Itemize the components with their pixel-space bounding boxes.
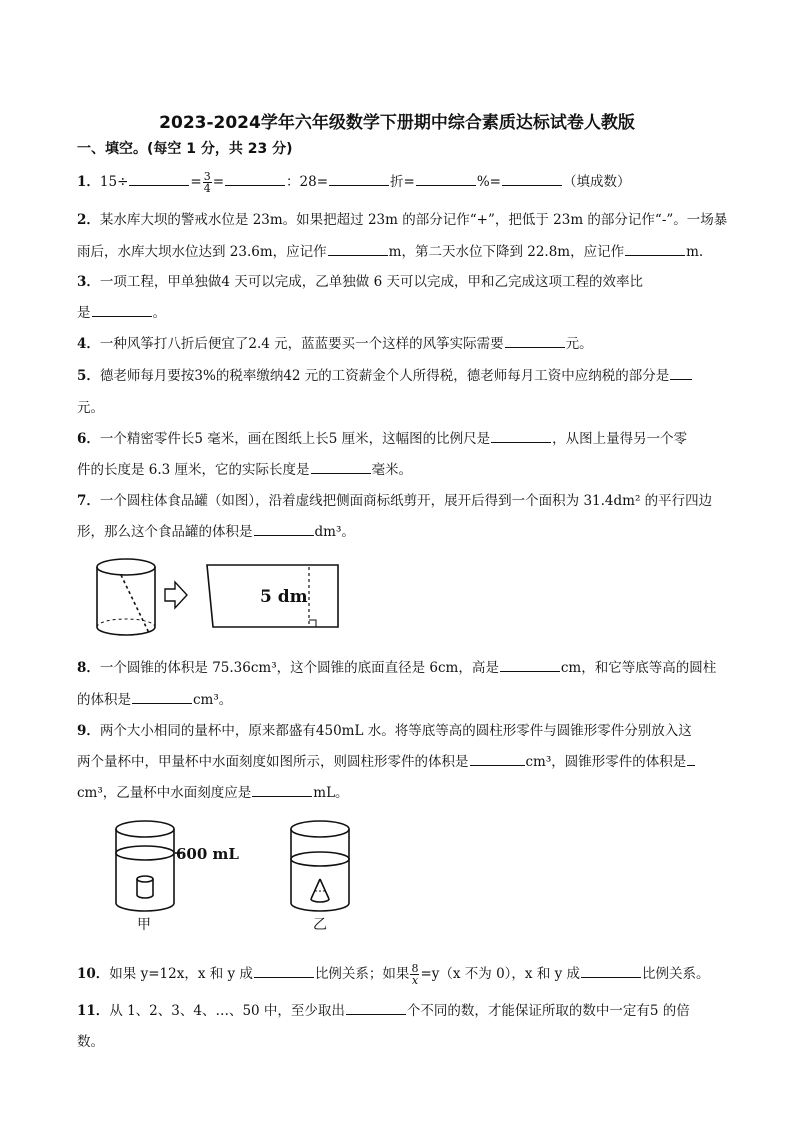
question-9-line-2: 两个量杯中，甲量杯中水面刻度如图所示，则圆柱形零件的体积是 cm³，圆锥形零件的体积是 [77, 750, 722, 770]
question-11-line-1: 11．从 1、2、3、4、…、50 中，至少取出 个不同的数，才能保证所取的数中一定有5 的倍 [77, 999, 722, 1019]
cup-jia [116, 821, 182, 911]
answer-blank[interactable] [132, 689, 192, 704]
answer-blank[interactable] [252, 782, 312, 797]
answer-blank[interactable] [311, 459, 371, 474]
cup-label-jia: 甲 [137, 917, 151, 933]
answer-blank[interactable] [625, 241, 685, 256]
answer-blank[interactable] [329, 171, 389, 186]
question-11-line-2: 数。 [77, 1034, 104, 1050]
cup-yi [291, 821, 349, 911]
question-9-line-1: 9．两个大小相同的量杯中，原来都盛有450mL 水。将等底等高的圆柱形零件与圆锥形零件分别放入这 [77, 723, 692, 739]
question-7-line-1: 7．一个圆柱体食品罐（如图），沿着虚线把侧面商标纸剪开，展开后得到一个面积为 31.4dm² 的平行四边 [77, 493, 713, 509]
question-number: 8． [77, 660, 100, 676]
answer-blank[interactable] [328, 241, 388, 256]
question-7-line-2: 形，那么这个食品罐的体积是 dm³。 [77, 520, 722, 540]
question-10: 10．如果 y=12x，x 和 y 成 比例关系；如果 $\frac{8}{x}$ =y（x 不为 0），x 和 y 成 比例关系。 [77, 962, 710, 987]
question-5-line-1: 5．德老师每月要按3%的税率缴纳42 元的工资薪金个人所得税，德老师每月工资中应纳税的部分是 [77, 364, 722, 384]
answer-blank[interactable] [254, 521, 314, 536]
question-number: 6． [77, 431, 100, 447]
question-number: 4． [77, 336, 100, 352]
question-2-line-1: 2．某水库大坝的警戒水位是 23m。如果把超过 23m 的部分记作“+”，把低于 23m 的部分记作“-”。一场暴 [77, 212, 728, 228]
question-number: 9． [77, 723, 100, 739]
q1-text: 15÷ [99, 174, 129, 190]
figure-label: 5 dm [260, 587, 308, 607]
question-number: 3． [77, 274, 100, 290]
answer-blank[interactable] [416, 171, 476, 186]
question-number: 7． [77, 493, 100, 509]
cylinder-unfold-figure [95, 555, 345, 640]
answer-blank[interactable] [500, 657, 560, 672]
cup-level-label: 600 mL [176, 845, 239, 863]
question-number: 5． [77, 368, 100, 384]
question-number: 10． [77, 966, 110, 982]
cup-label-yi: 乙 [313, 917, 327, 933]
question-6-line-1: 6．一个精密零件长5 毫米，画在图纸上长5 厘米，这幅图的比例尺是 ，从图上量得另一个零 [77, 427, 722, 447]
question-number: 2． [77, 212, 100, 228]
cylinder-shape [97, 559, 155, 635]
answer-blank[interactable] [225, 171, 285, 186]
answer-blank[interactable] [346, 1000, 406, 1015]
question-3-line-2: 是 。 [77, 301, 722, 321]
answer-blank[interactable] [687, 751, 695, 766]
measuring-cups-figure [110, 815, 370, 940]
question-8-line-2: 的体积是 cm³。 [77, 688, 722, 708]
answer-blank[interactable] [254, 963, 314, 978]
question-number: 1． [77, 174, 100, 190]
question-8-line-1: 8．一个圆锥的体积是 75.36cm³，这个圆锥的底面直径是 6cm，高是 cm，和它等底等高的圆柱 [77, 656, 722, 676]
answer-blank[interactable] [491, 428, 551, 443]
question-3-line-1: 3．一项工程，甲单独做4 天可以完成，乙单独做 6 天可以完成，甲和乙完成这项工程的效率比 [77, 274, 643, 290]
answer-blank[interactable] [502, 171, 562, 186]
page-title: 2023-2024学年六年级数学下册期中综合素质达标试卷人教版 [159, 113, 635, 133]
answer-blank[interactable] [92, 302, 152, 317]
section-heading: 一、填空。(每空 1 分，共 23 分) [77, 141, 293, 157]
answer-blank[interactable] [581, 963, 641, 978]
question-2-line-2: 雨后，水库大坝水位达到 23.6m，应记作 m，第二天水位下降到 22.8m，应记作 m. [77, 240, 722, 260]
question-5-line-2: 元。 [77, 400, 104, 416]
question-6-line-2: 件的长度是 6.3 厘米，它的实际长度是 毫米。 [77, 458, 722, 478]
question-9-line-3: cm³，乙量杯中水面刻度应是 mL。 [77, 781, 722, 801]
question-4: 4．一种风筝打八折后便宜了2.4 元，蓝蓝要买一个这样的风筝实际需要 元。 [77, 332, 722, 352]
answer-blank[interactable] [670, 365, 692, 380]
answer-blank[interactable] [470, 751, 525, 766]
question-number: 11． [77, 1003, 110, 1019]
answer-blank[interactable] [129, 171, 189, 186]
fraction: $\frac{3}{4}$ [203, 170, 211, 195]
question-1: 1．15÷ = $\frac{3}{4}$ = ：28= 折= %= （填成数） [77, 170, 631, 195]
fraction: $\frac{8}{x}$ [411, 962, 419, 987]
answer-blank[interactable] [505, 333, 565, 348]
arrow-right-icon [165, 582, 187, 608]
